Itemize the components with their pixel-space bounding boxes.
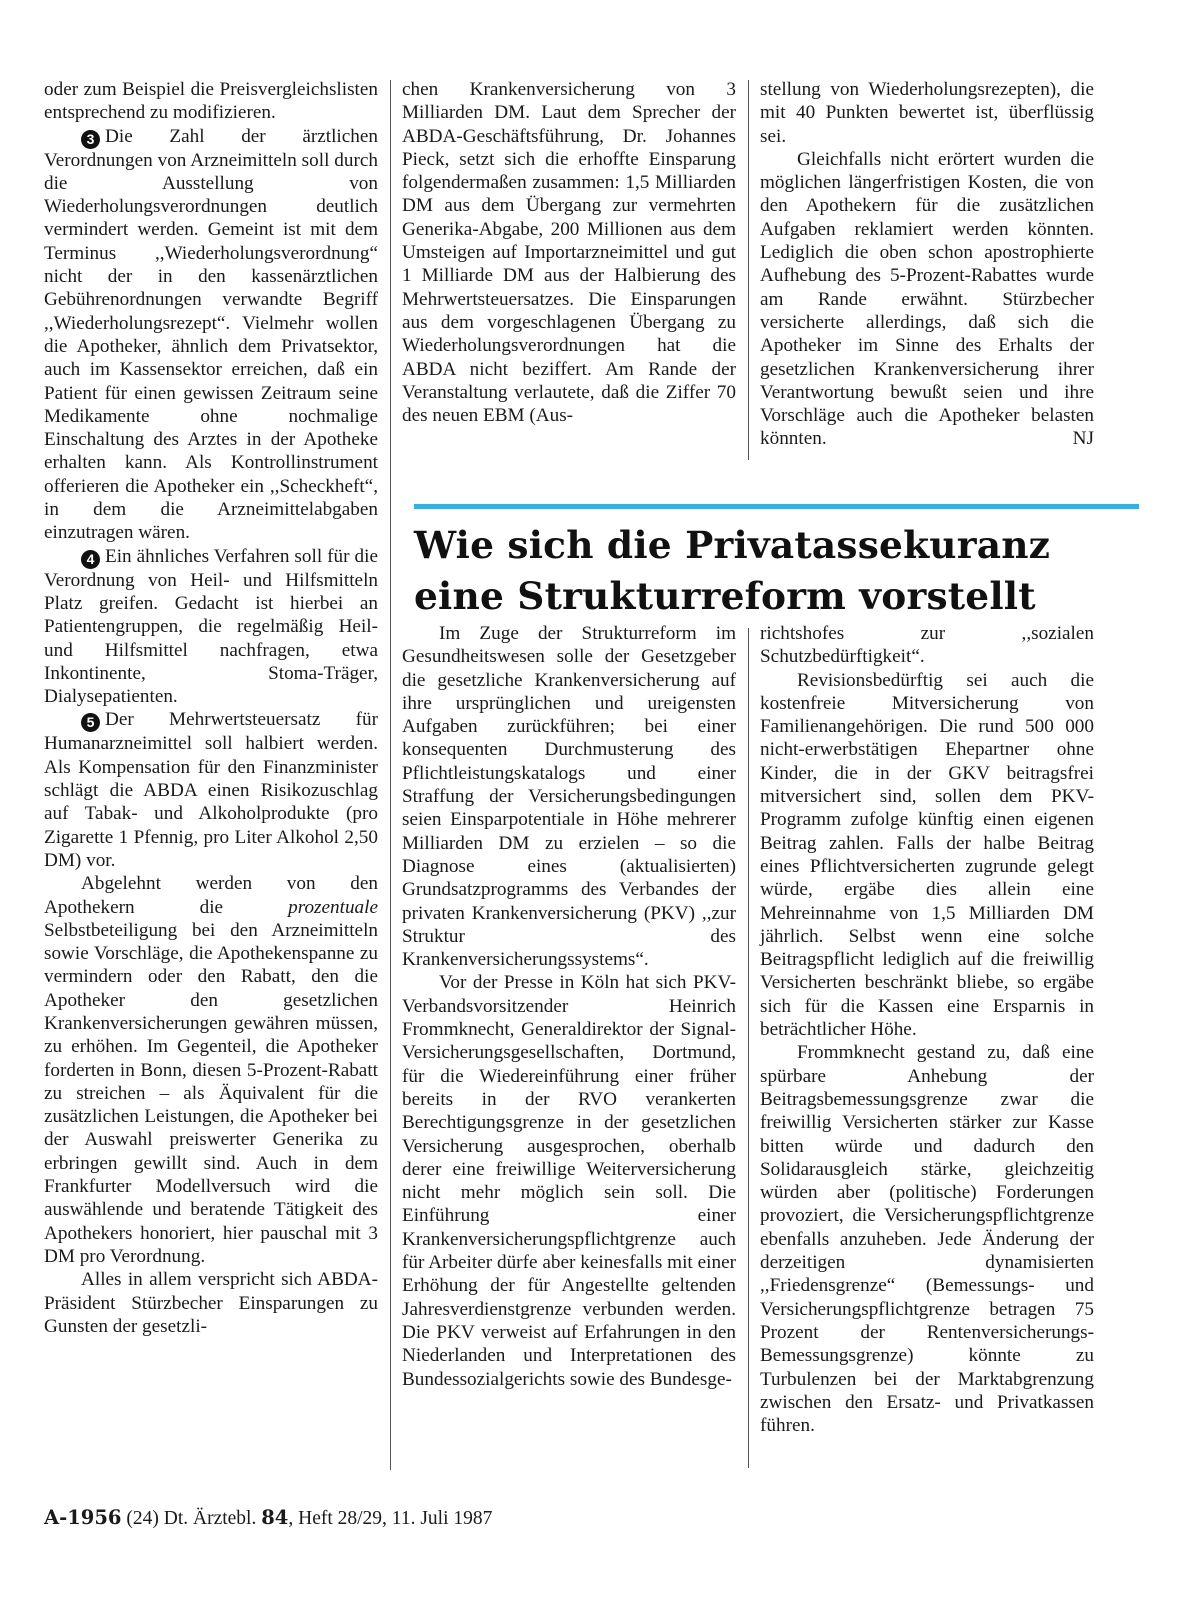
paragraph: Gleichfalls nicht erörtert wurden die möglichen längerfristigen Kosten, die von den Apothekern für die zusätzlichen Aufgaben reklamiert werden könnten. Lediglich die oben schon apostrophierte Aufhebung des 5-Prozent-Rabattes wurde am Rande erwähnt. Stürzbecher versicherte allerdings, daß sich die Apotheker im Sinne des Erhalts der gesetzlichen Krankenversicherung ihrer Verantwortung bewußt seien und ihre Vorschläge auch die Apotheker belasten könnten. NJ <box>760 148 1094 450</box>
paragraph: stellung von Wiederholungsrezepten), die mit 40 Punkten bewertet ist, überflüssig sei. <box>760 79 1094 147</box>
paragraph: Abgelehnt werden von den Apothekern die prozentuale Selbstbeteiligung bei den Arzneimitteln sowie Vorschläge, die Apothekenspanne zu vermindern oder den Rabatt, den die Apotheker den gesetzlichen Krankenversicherungen gewähren müssen, zu erhöhen. Im Gegenteil, die Apotheker forderten in Bonn, diesen 5-Prozent-Rabatt zu streichen – als Äquivalent für die zusätzlichen Leistungen, die Apotheker bei der Auswahl preiswerter Generika zu erbringen gewillt sind. Auch in dem Frankfurter Modellversuch wird die auswählende und beratende Tätigkeit des Apothekers honoriert, hier pauschal mit 3 DM pro Verordnung. <box>44 873 378 1267</box>
column-3 <box>760 78 1094 451</box>
column-divider <box>748 80 749 460</box>
column-1 <box>44 78 378 1338</box>
column-2 <box>402 78 736 427</box>
paragraph: oder zum Beispiel die Preisvergleichslisten entsprechend zu modifizieren. <box>44 79 378 124</box>
paragraph: richtshofes zur ,,sozialen Schutzbedürftigkeit“. <box>760 623 1094 668</box>
paragraph: Frommknecht gestand zu, daß eine spürbare Anhebung der Beitragsbemessungsgrenze zwar die freiwillig Versicherten stärker zur Kasse bitten würde und dadurch den Solidarausgleich stärke, gleichzeitig würden aber (politische) Forderungen provoziert, die Versicherungspflichtgrenze ebenfalls anzuheben. Jede Änderung der derzeitigen dynamisierten ,,Friedensgrenze“ (Bemessungs- und Versicherungspflichtgrenze betragen 75 Prozent der Rentenversicherungs-Bemessungsgrenze) könnte zu Turbulenzen bei der Marktabgrenzung zwischen den Ersatz- und Privatkassen führen. <box>760 1042 1094 1437</box>
column-divider <box>748 628 749 1468</box>
paragraph: Vor der Presse in Köln hat sich PKV-Verbandsvorsitzender Heinrich Frommknecht, Generaldirektor der Signal-Versicherungsgesellschaften, Dortmund, für die Wiedereinführung einer früher bereits in der RVO verankerten Berechtigungsgrenze in der gesetzlichen Versicherung ausgesprochen, oberhalb derer eine freiwillige Weiterversicherung nicht mehr möglich sein soll. Die Einführung einer Krankenversicherungspflichtgrenze auch für Arbeiter dürfe aber keinesfalls mit einer Erhöhung der für Angestellte geltenden Jahresverdienstgrenze verbunden werden. Die PKV verweist auf Erfahrungen in den Niederlanden und Interpretationen des Bundessozialgerichts sowie des Bundesge- <box>402 972 736 1390</box>
page-footer <box>44 1506 492 1530</box>
footer-issue: , Heft 28/29, 11. Juli 1987 <box>288 1508 493 1529</box>
emphasis: prozentuale <box>288 896 378 918</box>
paragraph: chen Krankenversicherung von 3 Milliarden DM. Laut dem Sprecher der ABDA-Geschäftsführung, Dr. Johannes Pieck, setzt sich die erhoffte Einsparung folgendermaßen zusammen: 1,5 Milliarden DM aus dem Übergang zur vermehrten Generika-Abgabe, 200 Millionen aus dem Umsteigen auf Importarzneimittel und gut 1 Milliarde DM aus der Halbierung des Mehrwertsteuersatzes. Die Einsparungen aus dem vorgeschlagenen Übergang zu Wiederholungsverordnungen hat die ABDA nicht beziffert. Am Rande der Veranstaltung verlautete, daß die Ziffer 70 des neuen EBM (Aus- <box>402 79 736 427</box>
number-4-icon: 4 <box>81 550 100 569</box>
list-item-4: 4 Ein ähnliches Verfahren soll für die Verordnung von Heil- und Hilfsmitteln Platz greifen. Gedacht ist hierbei an Patientengruppen, die regelmäßig Heil- und Hilfsmittel nachfragen, etwa Inkontinente, Stoma-Träger, Dialysepatienten. <box>44 545 378 708</box>
article-column-2 <box>760 622 1094 1437</box>
article-headline: Wie sich die Privatassekuranz eine Strukturreform vorstellt <box>414 523 1051 618</box>
author-signature: NJ <box>1072 428 1094 450</box>
section-divider <box>414 504 1139 509</box>
number-5-icon: 5 <box>81 713 100 732</box>
paragraph: Revisionsbedürftig sei auch die kostenfreie Mitversicherung von Familienangehörigen. Die rund 500 000 nicht-erwerbstätigen Ehepartner ohne Kinder, die in der GKV beitragsfrei mitversichert sind, sollen dem PKV-Programm zufolge künftig einen eigenen Beitrag zahlen. Falls der halbe Beitrag eines Pflichtversicherten zugrunde gelegt würde, ergäbe dies allein eine Mehreinnahme von 1,5 Milliarden DM jährlich. Selbst wenn eine solche Beitragspflicht lediglich auf die freiwillig Versicherten beschränkt bliebe, so ergäbe sich für die Kassen eine Ersparnis in beträchtlicher Höhe. <box>760 669 1094 1041</box>
volume-number: 84 <box>261 1506 289 1529</box>
column-divider <box>390 80 391 1470</box>
page-number: A-1956 <box>44 1506 122 1529</box>
number-3-icon: 3 <box>81 130 100 149</box>
article-column-1 <box>402 622 736 1391</box>
list-item-5: 5 Der Mehrwertsteuersatz für Humanarzneimittel soll halbiert werden. Als Kompensation für den Finanzminister schlägt die ABDA einen Risikozuschlag auf Tabak- und Alkoholprodukte (pro Zigarette 1 Pfennig, pro Liter Alkohol 2,50 DM) vor. <box>44 709 378 871</box>
paragraph: Alles in allem verspricht sich ABDA-Präsident Stürzbecher Einsparungen zu Gunsten der gesetzli- <box>44 1269 378 1337</box>
footer-citation: (24) Dt. Ärztebl. <box>126 1508 257 1529</box>
list-item-3: 3 Die Zahl der ärztlichen Verordnungen von Arzneimitteln soll durch die Ausstellung von Wiederholungsverordnungen deutlich vermindert werden. Gemeint ist mit dem Terminus ,,Wiederholungsverordnung“ nicht der in den kassenärztlichen Gebührenordnungen verwandte Begriff ,,Wiederholungsrezept“. Vielmehr wollen die Apotheker, ähnlich dem Privatsektor, auch im Kassensektor erreichen, daß ein Patient für einen gewissen Zeitraum seine Medikamente ohne nochmalige Einschaltung des Arztes in der Apotheke erhalten kann. Als Kontrollinstrument offerieren die Apotheker ein ,,Scheckheft“, in dem die Arzneimittelabgaben einzutragen wären. <box>44 125 378 544</box>
paragraph: Im Zuge der Strukturreform im Gesundheitswesen solle der Gesetzgeber die gesetzliche Krankenversicherung auf ihre ursprünglichen und ureigensten Aufgaben zurückführen; bei einer konsequenten Durchmusterung des Pflichtleistungskatalogs und einer Straffung der Versicherungsbedingungen seien Einsparpotentiale in Höhe mehrerer Milliarden DM zu erzielen – so die Diagnose eines (aktualisierten) Grundsatzprogramms des Verbandes der privaten Krankenversicherung (PKV) ,,zur Struktur des Krankenversicherungssystems“. <box>402 623 736 971</box>
